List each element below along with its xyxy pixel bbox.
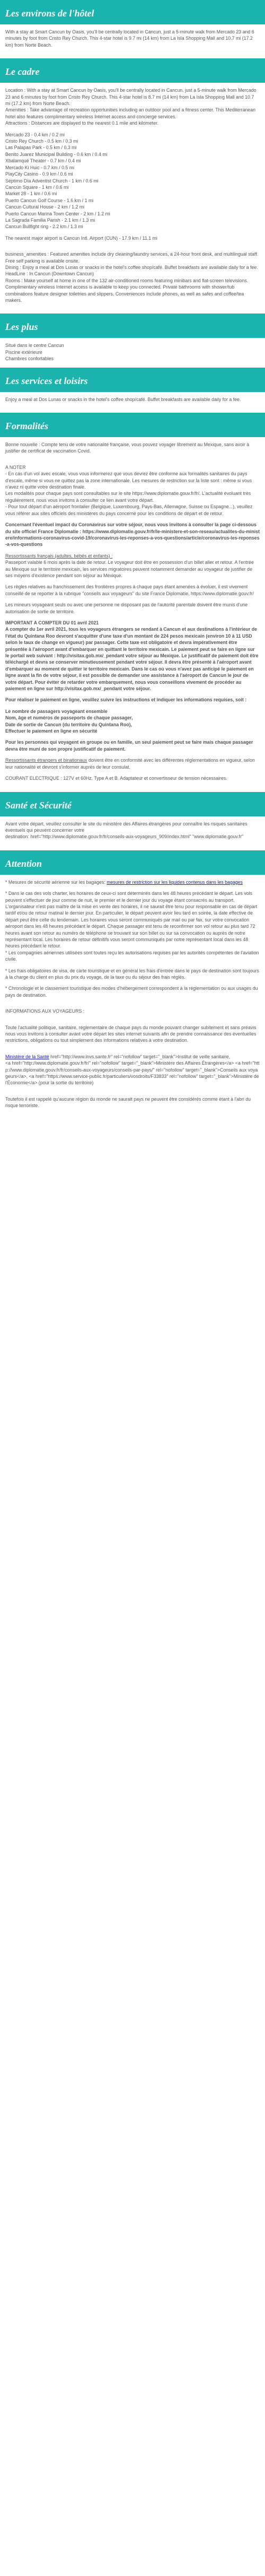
plus-item: Chambres confortables (5, 356, 54, 362)
distance-item: Puerto Cancun Marina Town Center - 2 km / 1.2 mi (5, 211, 110, 216)
distance-item: Benito Juarez Municipal Building - 0.6 km / 0.4 mi (5, 151, 108, 157)
environs-section (0, 0, 265, 58)
etrangers-text (5, 757, 260, 770)
etrangers-heading: Ressortissants étrangers et binationaux (5, 758, 87, 763)
vols-charter-text: * Dans le cas des vols charter, les horaires de ceux-ci sont déterminés dans les 48 heures précédant le départ. Les vols peuvent s'effectuer de jour comme de nuit, le premier et le dernier jour du voyage étant consacrés au transport. L'organisateur n'est pas maître de la mise en vente des horaires, il ne saurait être tenu pour responsable en cas de départ tardif et/ou de retour matinal le dernier jour. En particulier, le départ peuvent avoir lieu tard en soirée, la date effective de départ peut être celle du lendemain. Les horaires vous seront communiqués par mail ou par fax, sur votre convocation aéroport dans les 48 heures précédant le départ. Chaque passager est tenu de reconfirmer son vol retour au plus tard 72 heures avant son retour au numéro de téléphone se trouvant sur son billet ou sur sa convocation ou auprès de notre représentant local. Les horaires de retour définitifs vous seront communiqués par notre représentant local dans les 48 heures précédant le retour. * Les compagnies aériennes utilisées sont toutes reçu les autorisations requises par les autorités compétentes de l'aviation civile. (5, 891, 259, 962)
services-section (0, 368, 265, 413)
airport-text: The nearest major airport is Cancun Intl. Airport (CUN) - 17.9 km / 11.1 mi (5, 235, 157, 241)
visitax-notice: IMPORTANT A COMPTER DU 01 avril 2021 A compter du 1er avril 2021, tous les voyageurs étrangers se rendant à Cancun et aux destinations à l'intérieur de l'état du Quintana Roo devront s'acquitter d'une taxe d'un montant de 224 pesos mexicain (environ 10 à 11 USD selon le taux de change en vigueur) par passager. Cette taxe est obligatoire et devra impérativement être présentée à l'aéroport avant d'embarquer en quittant le territoire mexicain. Le paiement peut se faire en ligne sur le portail web suivant : http://visitax.gob.mx/_pendant votre séjour au Mexique. Le justificatif de paiement doit être téléchargé et devra se conserver minutieusement pendant votre séjour. Il devra être présenté à l'aéroport avant d'embarquer au moment de quitter le territoire mexicain. Dans le cas où vous n'avez pas anticipé le paiement en ligne avant la fin de votre séjour, il est possible de demander une assistance à l'aéroport de Cancun le jour de votre départ. Pour éviter de retarder votre embarquement, nous vous conseillons vivement de procéder au paiement en ligne sur http://visitax.gob.mx/_pendant votre séjour. (5, 620, 259, 692)
attention-title: Attention (0, 850, 265, 875)
distance-item: Xbalamqué Theater - 0.7 km / 0.4 mi (5, 158, 81, 164)
cadre-title: Le cadre (0, 58, 265, 83)
terrorisme-text: Toutefois il est rappelé qu'aucune région du monde ne saurait pays ne peuvent être considérés comme étant à l'abri du risque terroriste. (5, 1096, 251, 1109)
actualite-text: Toute l'actualité politique, sanitaire, réglementaire de chaque pays du monde pouvant changer subitement et sans préavis nous vous invitons à consulter avant votre départ les sites internet suivants afin de prendre connaissance des éventuelles restrictions, obligations ou tout simplement des informations relatives à votre destination. (5, 1024, 257, 1043)
distance-item: Las Palapas Park - 0.5 km / 0.3 mi (5, 145, 77, 151)
bagages-text (5, 879, 260, 885)
sante-text: Avant votre départ, veuillez consulter le site du ministère des Affaires étrangères pour connaître les risques sanitaires éventuels qui peuvent concerner votre destination: href="http://www.diplomatie.gouv.fr/fr/conseils-aux-voyageurs_909/index.html" "www.diplomatie.gouv.fr" (5, 821, 248, 840)
groupe-text: Pour les personnes qui voyagent en groupe ou en famille, un seul paiement peut se faire mais chaque passager devra être muni de son propre justificatif de paiement. (5, 739, 253, 752)
distance-item: Cristo Rey Church - 0.5 km / 0.3 mi (5, 138, 78, 144)
sante-title: Santé et Sécurité (0, 792, 265, 816)
plus-item: Piscine extérieure (5, 349, 42, 355)
regles-text: Les règles relatives au franchissement des frontières propres à chaque pays étant amenées à évoluer, il est vivement conseillé de se reporter à la rubrique "conseils aux voyageurs" du site France Diplomatie, https://www.diplomatie.gouv.fr/ (5, 584, 254, 596)
distance-item: Mercado Ki Huic - 0.7 km / 0.5 mi (5, 164, 75, 170)
ministere-sante-link[interactable]: Ministère de la Santé (5, 1054, 49, 1059)
distance-item: Mercado 23 - 0.4 km / 0.2 mi (5, 132, 65, 137)
paiement-list: Le nombre de passagers voyageant ensemble Nom, âge et numéros de passeports de chaque passager, Date de sortie de Cancun (du territoire du Quintana Roo), Effectuer le paiement en ligne en sécurité (5, 708, 133, 734)
formalites-intro: Bonne nouvelle : Compte tenu de votre nationalité française, vous pouvez voyager librement au Mexique, sans avoir à justifier de certificat de vaccination Covid. (5, 442, 250, 454)
etrangers-body: doivent être en conformité avec les différentes réglementations en vigueur, selon leur nationalité et devront s'informer auprès de leur consulat. (5, 758, 255, 770)
a-noter-heading: A NOTER (5, 464, 26, 470)
plus-title: Les plus (0, 314, 265, 338)
distance-item: Puerto Cancun Golf Course - 1.6 km / 1 mi (5, 197, 94, 203)
plus-item: Situé dans le centre Cancun (5, 343, 64, 349)
distance-item: La Sagrada Familia Parish - 2.1 km / 1.3 mi (5, 217, 95, 223)
attention-section (0, 850, 265, 1119)
mineurs-text: Les mineurs voyageant seuls ou avec une personne ne disposant pas de l'autorité parentale doivent être munis d'une autorisation de sortie de territoire. (5, 602, 248, 614)
cadre-amenities-text: business_amenities : Featured amenities include dry cleaning/laundry services, a 24-hour front desk, and multilingual staff. Free self parking is available onsite. Dining : Enjoy a meal at Dos Lunas or snacks in the hotel's coffee shop/café. Buffet breakfasts are available daily for a fee. HeadLine : In Cancun (Downtown Cancun) Rooms : Make yourself at home in one of the 132 air-conditioned rooms featuring minibars and flat-screen televisions. Complimentary wireless Internet access is available to keep you connected. Private bathrooms with shower/tub combinations feature designer toiletries and slippers. Conveniences include phones, as well as safes and coffee/tea makers. (5, 251, 259, 303)
formalites-escale-text: - En cas d'un vol avec escale, vous vous informerez que vous devrez être conforme aux formalités sanitaires du pays d'escale, même si vous ne quittez pas la zone internationale. Les mesures de restriction sur la liste sont : même si vous n'avez ni quitte votre destination finale. Les modalités pour chaque pays sont consultables sur le site https://www.diplomatie.gouv.fr/fr/. L'actualité évoluant très régulièrement, nous vous invitons à consulter ce lien avant votre départ. - Pour tout départ d'un aéroport frontalier (Belgique, Luxembourg, Pays-Bas, Allemagne, Suisse ou Espagne...), veuillez vous référer aux sites officiels des ministères du pays concerné pour les conditions de départ et de retour. (5, 471, 253, 516)
frais-visa-text: * Les frais obligatoires de visa, de carte touristique et en général les frais d'entrée dans le pays de destination sont toujours à la charge du client en plus du prix du voyage, de la taxe ou du séjour des frais réglés. (5, 968, 259, 980)
bagages-prefix: * Mesures de sécurité aérienne sur les bagages: (5, 879, 107, 885)
distance-item: Market 28 - 1 km / 0.6 mi (5, 191, 57, 197)
classement-text: * Chronologie et le classement touristique des modes d'hébergement correspondent à la réglementation ou aux usages du pays de destination. (5, 986, 258, 998)
sante-section (0, 792, 265, 850)
covid-notice: Concernant l'éventuel impact du Coronavirus sur votre séjour, nous vous invitons à consulter la page ci-dessous du site officiel France Diplomatie : https://www.diplomatie.gouv.fr/fr/le-ministere-et-son-reseau/actualites-du-ministere/informations-coronavirus-covid-19/coronavirus-les-reponses-a-vos-questions/article/coronavirus-les-reponses-a-vos-questions (5, 522, 260, 547)
formalites-title: Formalités (0, 413, 265, 437)
ministeres-text (5, 1054, 260, 1086)
plus-section (0, 314, 265, 367)
formalites-section (0, 413, 265, 791)
distance-item: Cancun Cultural House - 2 km / 1.2 mi (5, 204, 85, 210)
passeport-text: Passeport valable 6 mois après la date de retour. Le voyageur doit être en possession d'un billet aller et retour. A l'entrée au Mexique sur le territoire mexicain, les services migratoires peuvent notamment demander au voyageur de justifier de ses moyens d'existence pendant son séjour au Mexique. (5, 560, 254, 578)
services-title: Les services et loisirs (0, 368, 265, 392)
paiement-instructions: Pour réaliser le paiement en ligne, veuillez suivre les instructions et indiquer les informations requises, soit : (5, 697, 247, 703)
distance-item: PlayCity Casino - 0.9 km / 0.6 mi (5, 171, 73, 177)
cadre-section (0, 58, 265, 314)
environs-title: Les environs de l'hôtel (0, 0, 265, 24)
ressortissants-heading: Ressortissants français (adultes, bébés et enfants) : (5, 553, 113, 559)
distances-list (5, 132, 260, 230)
services-text: Enjoy a meal at Dos Lunas or snacks in the hotel's coffee shop/café. Buffet breakfasts are available daily for a fee. (5, 396, 241, 402)
infos-voyageurs-heading: INFORMATIONS AUX VOYAGEURS : (5, 1008, 85, 1014)
environs-text: With a stay at Smart Cancun by Oasis, you'll be centrally located in Cancun, just a 5-minute walk from Mercado 23 and 6 minutes by foot from Cristo Rey Church. This 4-star hotel is 9.7 mi (14 km) from La Isla Shopping Mall and 10.7 mi (17.2 km) from Norte Beach. (5, 29, 254, 48)
distance-item: Cancun Bullfight ring - 2.2 km / 1.3 mi (5, 224, 83, 230)
courant-text: COURANT ELECTRIQUE : 127V et 60Hz. Type A et B. Adaptateur et convertisseur de tension nécessaires. (5, 776, 227, 781)
ministeres-links-body: href="http://www.invs.sante.fr" rel="nofollow" target="_blank">Institut de veille sanitaire, <a href="http://www.diplomatie.gouv.fr/fr/" rel="nofollow" target="_blank">Ministère des Affaires Étrangères</a> <a href="http://www.diplomatie.gouv.fr/fr/conseils-aux-voyageurs/conseils-par-pays/" rel="nofollow" target="_blank">Conseils aux voyageurs</a>, <a href="https://www.service-public.fr/particuliers/vosdroits/F33833" rel="nofollow" target="_blank">Ministère de l'Économie</a> (pour la sortie du territoire) (5, 1054, 260, 1086)
cadre-location-text: Location : With a stay at Smart Cancun by Oasis, you'll be centrally located in Cancun, just a 5-minute walk from Mercado 23 and 6 minutes by foot from Cristo Rey Church. This 4-star hotel is 8.7 mi (14 km) from La Isla Shopping Mall and 10.7 mi (17.2 km) from Norte Beach. Amenities : Take advantage of recreation opportunities including an outdoor pool and a fitness center. This Mediterranean hotel also features complimentary wireless Internet access and concierge services. Attractions : Distances are displayed to the nearest 0.1 mile and kilometer. (5, 88, 257, 126)
liquides-link[interactable]: mesures de restriction sur les liquides contenus dans les bagages (107, 879, 243, 885)
distance-item: Cancún Square - 1 km / 0.6 mi (5, 184, 69, 190)
distance-item: Séptimo Día Adventist Church - 1 km / 0.6 mi (5, 178, 99, 184)
